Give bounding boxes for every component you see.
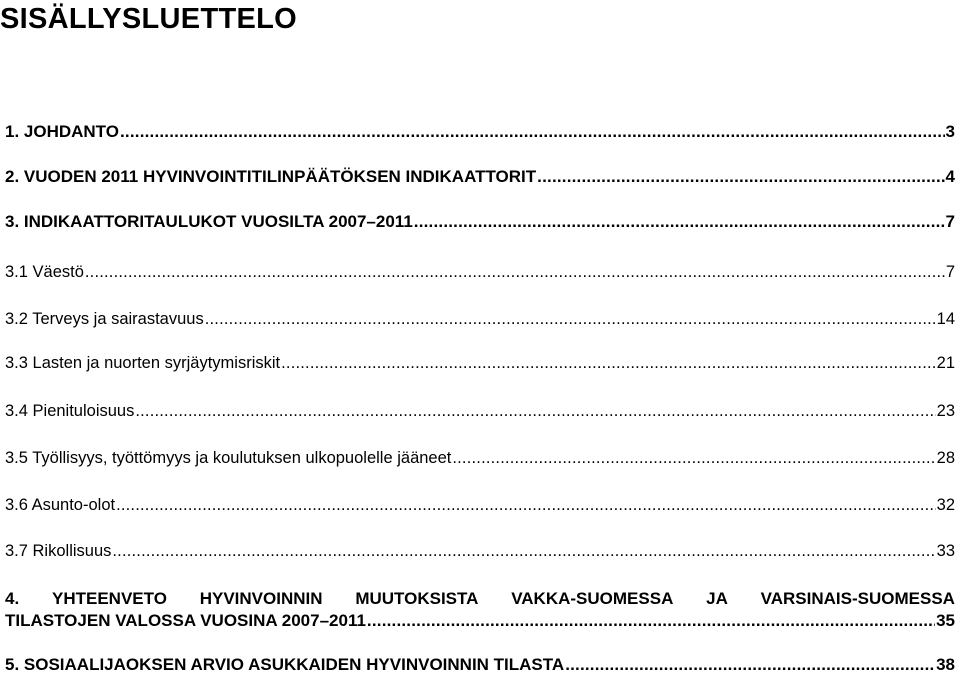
toc-entry-1[interactable]: [5, 121, 955, 143]
toc-leader-dots: [565, 654, 935, 676]
toc-entry-5[interactable]: [5, 654, 955, 676]
toc-leader-dots: [205, 308, 936, 330]
toc-entry-3-4[interactable]: [5, 400, 955, 422]
toc-entry-label: 5. SOSIAALIJAOKSEN ARVIO ASUKKAIDEN HYVINVOINNIN TILASTA: [5, 655, 565, 674]
toc-leader-dots: [537, 166, 944, 188]
toc-entry-page: 4: [945, 167, 955, 186]
toc-entry-label: 1. JOHDANTO: [5, 122, 119, 141]
toc-entry-word: MUUTOKSISTA: [355, 589, 479, 608]
toc-entry-page: 7: [945, 263, 955, 281]
toc-entry-page: 33: [936, 542, 955, 560]
toc-entry-label: 3.5 Työllisyys, työttömyys ja koulutuksen ulkopuolelle jääneet: [5, 449, 452, 467]
toc-entry-word: YHTEENVETO: [51, 589, 167, 608]
page-title: SISÄLLYSLUETTELO: [0, 3, 297, 35]
toc-entry-label: 3.1 Väestö: [5, 263, 84, 281]
toc-entry-page: 3: [945, 122, 955, 141]
toc-leader-dots: [85, 261, 945, 283]
toc-entry-3-5[interactable]: [5, 447, 955, 469]
toc-entry-label: 2. VUODEN 2011 HYVINVOINTITILINPÄÄTÖKSEN INDIKAATTORIT: [5, 167, 537, 186]
toc-entry-label: 3.6 Asunto-olot: [5, 496, 116, 514]
toc-leader-dots: [112, 540, 935, 562]
toc-entry-3-2[interactable]: [5, 308, 955, 330]
toc-entry-word: HYVINVOINNIN: [199, 589, 323, 608]
toc-entry-page: 38: [936, 655, 955, 674]
toc-entry-page: 21: [936, 354, 955, 372]
toc-entry-label: 3. INDIKAATTORITAULUKOT VUOSILTA 2007–2011: [5, 212, 413, 231]
toc-entry-page: 28: [936, 449, 955, 467]
toc-entry-3-7[interactable]: [5, 540, 955, 562]
toc-entry-page: 32: [936, 496, 955, 514]
toc-entry-label: TILASTOJEN VALOSSA VUOSINA 2007–2011: [5, 611, 366, 630]
toc-entry-word: 4.: [5, 589, 20, 608]
toc-entry-page: 7: [945, 212, 955, 231]
toc-leader-dots: [281, 352, 936, 374]
toc-entry-4[interactable]: [5, 588, 955, 632]
toc-leader-dots: [367, 610, 935, 632]
toc-entry-word: VAKKA-SUOMESSA: [511, 589, 674, 608]
toc-entry-label: 3.3 Lasten ja nuorten syrjäytymisriskit: [5, 354, 281, 372]
toc-entry-word: JA: [706, 589, 728, 608]
toc-entry-2[interactable]: [5, 166, 955, 188]
toc-entry-page: 14: [936, 310, 955, 328]
toc-entry-label: 3.2 Terveys ja sairastavuus: [5, 310, 204, 328]
toc-entry-label: 3.7 Rikollisuus: [5, 542, 112, 560]
toc-entry-page: 35: [936, 611, 955, 630]
toc-leader-dots: [120, 121, 945, 143]
toc-leader-dots: [452, 447, 935, 469]
toc-entry-word: VARSINAIS-SUOMESSA: [760, 589, 955, 608]
toc-entry-3[interactable]: [5, 211, 955, 233]
toc-entry-3-3[interactable]: [5, 352, 955, 374]
toc-entry-page: 23: [936, 402, 955, 420]
toc-leader-dots: [116, 494, 936, 516]
toc-entry-3-6[interactable]: [5, 494, 955, 516]
toc-leader-dots: [135, 400, 935, 422]
toc-leader-dots: [414, 211, 945, 233]
toc-entry-3-1[interactable]: [5, 261, 955, 283]
toc-entry-label-line-2: [5, 610, 955, 632]
toc-entry-label-line-1: [5, 588, 955, 610]
toc-entry-label: 3.4 Pienituloisuus: [5, 402, 135, 420]
